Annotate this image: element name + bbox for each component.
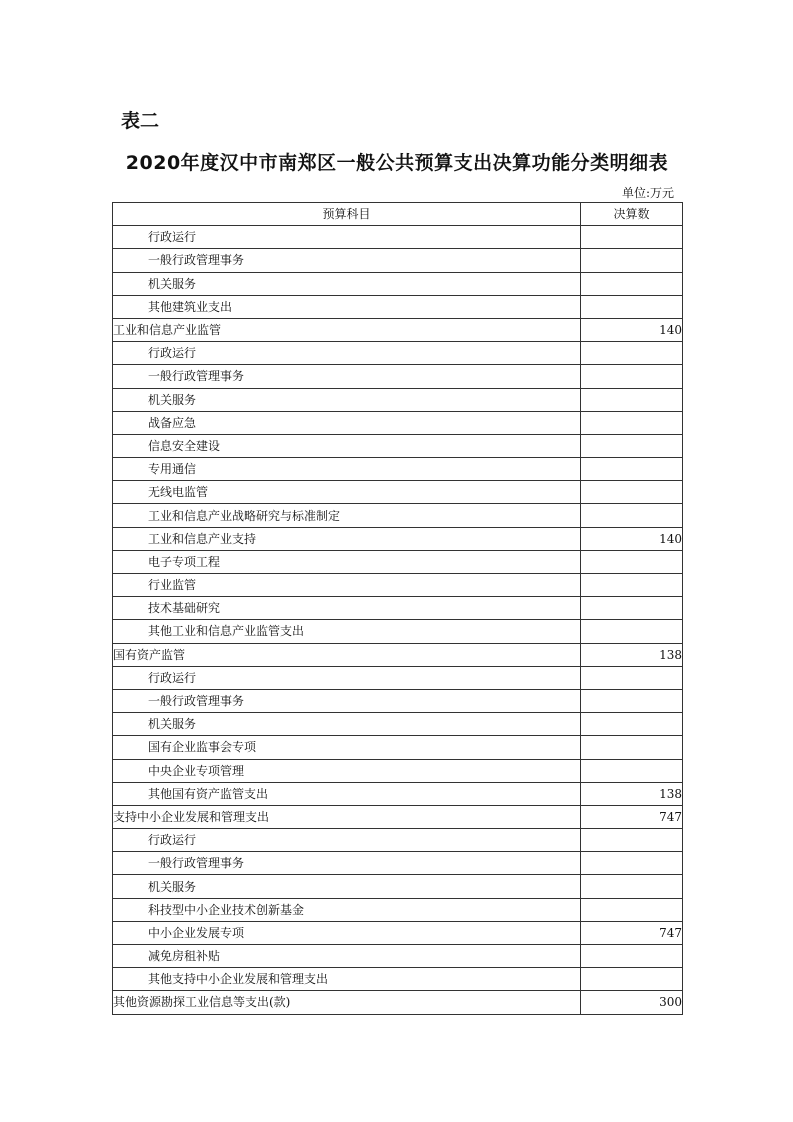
table-row <box>113 736 683 759</box>
final-amount <box>581 620 683 643</box>
final-amount <box>581 550 683 573</box>
table-row <box>113 829 683 852</box>
final-amount <box>581 574 683 597</box>
budget-item-name: 电子专项工程 <box>113 550 581 573</box>
budget-item-name: 行政运行 <box>113 342 581 365</box>
table-row <box>113 434 683 457</box>
table-label: 表二 <box>121 110 160 132</box>
unit-label: 单位:万元 <box>621 186 674 200</box>
table-row <box>113 968 683 991</box>
budget-item-name: 其他资源勘探工业信息等支出(款) <box>113 991 581 1014</box>
budget-item-name: 科技型中小企业技术创新基金 <box>113 898 581 921</box>
budget-item-name: 国有企业监事会专项 <box>113 736 581 759</box>
final-amount <box>581 249 683 272</box>
final-amount <box>581 875 683 898</box>
final-amount <box>581 666 683 689</box>
final-amount <box>581 458 683 481</box>
table-row <box>113 875 683 898</box>
budget-item-name: 其他国有资产监管支出 <box>113 782 581 805</box>
table-row <box>113 574 683 597</box>
table-header-row <box>113 203 683 226</box>
budget-item-name: 机关服务 <box>113 272 581 295</box>
budget-item-name: 行业监管 <box>113 574 581 597</box>
table-row <box>113 550 683 573</box>
table-row <box>113 597 683 620</box>
table-row <box>113 991 683 1014</box>
budget-item-name: 行政运行 <box>113 226 581 249</box>
final-amount: 140 <box>581 527 683 550</box>
final-amount: 138 <box>581 643 683 666</box>
budget-item-name: 一般行政管理事务 <box>113 365 581 388</box>
table-row <box>113 945 683 968</box>
budget-item-name: 战备应急 <box>113 411 581 434</box>
table-row <box>113 689 683 712</box>
table-row <box>113 713 683 736</box>
budget-item-name: 减免房租补贴 <box>113 945 581 968</box>
final-amount: 138 <box>581 782 683 805</box>
budget-item-name: 工业和信息产业战略研究与标准制定 <box>113 504 581 527</box>
budget-item-name: 机关服务 <box>113 388 581 411</box>
final-amount <box>581 759 683 782</box>
final-amount <box>581 597 683 620</box>
table-row <box>113 226 683 249</box>
final-amount <box>581 342 683 365</box>
final-amount <box>581 388 683 411</box>
final-amount <box>581 411 683 434</box>
table-row <box>113 898 683 921</box>
table-row <box>113 388 683 411</box>
final-amount <box>581 226 683 249</box>
budget-item-name: 中央企业专项管理 <box>113 759 581 782</box>
budget-item-name: 其他支持中小企业发展和管理支出 <box>113 968 581 991</box>
final-amount <box>581 829 683 852</box>
table-row <box>113 805 683 828</box>
final-amount <box>581 272 683 295</box>
final-amount: 300 <box>581 991 683 1014</box>
table-row <box>113 782 683 805</box>
header-budget-item: 预算科目 <box>113 203 581 226</box>
table-row <box>113 504 683 527</box>
final-amount <box>581 504 683 527</box>
table-row <box>113 759 683 782</box>
budget-item-name: 行政运行 <box>113 829 581 852</box>
budget-item-name: 工业和信息产业支持 <box>113 527 581 550</box>
table-row <box>113 318 683 341</box>
final-amount <box>581 898 683 921</box>
budget-item-name: 一般行政管理事务 <box>113 689 581 712</box>
final-amount: 747 <box>581 921 683 944</box>
final-amount: 140 <box>581 318 683 341</box>
budget-item-name: 技术基础研究 <box>113 597 581 620</box>
table-row <box>113 249 683 272</box>
table-row <box>113 411 683 434</box>
budget-item-name: 一般行政管理事务 <box>113 852 581 875</box>
budget-item-name: 专用通信 <box>113 458 581 481</box>
final-amount <box>581 365 683 388</box>
budget-item-name: 无线电监管 <box>113 481 581 504</box>
table-row <box>113 458 683 481</box>
final-amount <box>581 689 683 712</box>
table-row <box>113 272 683 295</box>
table-row <box>113 342 683 365</box>
final-amount <box>581 945 683 968</box>
page-title: 2020年度汉中市南郑区一般公共预算支出决算功能分类明细表 <box>125 152 669 174</box>
final-amount: 747 <box>581 805 683 828</box>
budget-item-name: 中小企业发展专项 <box>113 921 581 944</box>
table-row <box>113 643 683 666</box>
budget-item-name: 支持中小企业发展和管理支出 <box>113 805 581 828</box>
table-row <box>113 481 683 504</box>
table-row <box>113 365 683 388</box>
table-row <box>113 921 683 944</box>
budget-item-name: 行政运行 <box>113 666 581 689</box>
header-final-amount: 决算数 <box>581 203 683 226</box>
budget-item-name: 一般行政管理事务 <box>113 249 581 272</box>
budget-item-name: 工业和信息产业监管 <box>113 318 581 341</box>
budget-item-name: 机关服务 <box>113 875 581 898</box>
table-body <box>113 226 683 1014</box>
final-amount <box>581 434 683 457</box>
final-amount <box>581 968 683 991</box>
table-row <box>113 666 683 689</box>
final-amount <box>581 736 683 759</box>
final-amount <box>581 481 683 504</box>
table-row <box>113 852 683 875</box>
budget-item-name: 其他建筑业支出 <box>113 295 581 318</box>
final-amount <box>581 295 683 318</box>
budget-table <box>112 202 683 1015</box>
table-row <box>113 527 683 550</box>
table-row <box>113 620 683 643</box>
budget-item-name: 机关服务 <box>113 713 581 736</box>
final-amount <box>581 713 683 736</box>
budget-item-name: 信息安全建设 <box>113 434 581 457</box>
final-amount <box>581 852 683 875</box>
table-row <box>113 295 683 318</box>
budget-item-name: 其他工业和信息产业监管支出 <box>113 620 581 643</box>
budget-item-name: 国有资产监管 <box>113 643 581 666</box>
